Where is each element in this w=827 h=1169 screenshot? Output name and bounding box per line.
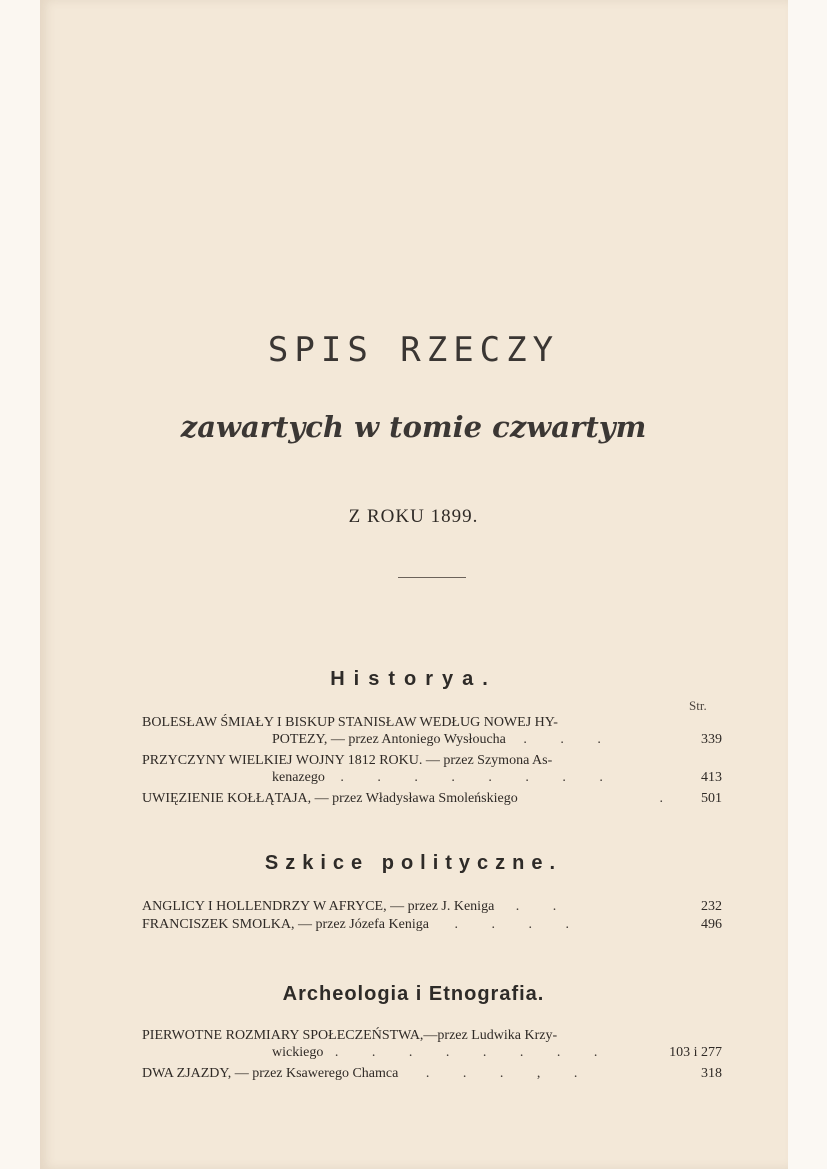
entry-title: DWA ZJAZDY, — przez Ksawerego Chamca <box>142 1066 399 1081</box>
entry-title: PIERWOTNE ROZMIARY SPOŁECZEŃSTWA,—przez Ludwika Krzy- <box>142 1028 558 1043</box>
page-subtitle: zawartych w tomie czwartym <box>180 410 647 444</box>
entry-title: BOLESŁAW ŚMIAŁY I BISKUP STANISŁAW WEDŁUG NOWEJ HY- <box>142 715 558 730</box>
section-heading-archeologia: Archeologia i Etnografia. <box>282 983 545 1005</box>
leader-dots: . . . . . . . . <box>334 1045 613 1060</box>
entry-page-number: 318 <box>701 1066 722 1081</box>
entry-title-cont: POTEZY, — przez Antoniego Wysłoucha <box>272 732 506 747</box>
section-heading-historya: Historya. <box>330 668 497 690</box>
toc-entry[interactable] <box>142 1027 724 1061</box>
entry-page-number: 496 <box>701 917 722 932</box>
leader-dots: . . . , . <box>425 1066 593 1081</box>
leader-dots: . . . . . . . . <box>340 770 618 785</box>
divider-rule <box>398 577 466 578</box>
toc-entry[interactable] <box>142 898 724 916</box>
entry-page-number: 501 <box>701 791 722 806</box>
leader-dots: . . . <box>523 732 616 747</box>
toc-entry[interactable] <box>142 1065 724 1082</box>
year-line: Z ROKU 1899. <box>348 506 479 527</box>
entry-title: UWIĘZIENIE KOŁŁĄTAJA, — przez Władysława Smoleńskiego <box>142 791 518 806</box>
toc-entry[interactable] <box>142 916 724 934</box>
entry-title-cont: wickiego <box>272 1045 324 1060</box>
page-title: SPIS RZECZY <box>267 330 560 370</box>
entry-title: FRANCISZEK SMOLKA, — przez Józefa Keniga <box>142 917 429 932</box>
leader-dots: . . <box>515 899 572 914</box>
toc-entry[interactable] <box>142 790 724 807</box>
entry-page-number: 103 i 277 <box>669 1045 722 1060</box>
page-column-label: Str. <box>689 698 707 713</box>
toc-entry[interactable] <box>142 752 724 786</box>
entry-title-cont: kenazego <box>272 770 325 785</box>
entry-title: PRZYCZYNY WIELKIEJ WOJNY 1812 ROKU. — przez Szymona As- <box>142 753 553 768</box>
entry-page-number: 413 <box>701 770 722 785</box>
entry-title: ANGLICY I HOLLENDRZY W AFRYCE, — przez J. Keniga <box>142 899 495 914</box>
leader-dots: . . . . <box>454 917 584 932</box>
entry-page-number: 232 <box>701 899 722 914</box>
entry-page-number: 339 <box>701 732 722 747</box>
leader-dots: . <box>659 791 678 806</box>
section-heading-szkice-polityczne: Szkice polityczne. <box>264 852 563 874</box>
toc-entry[interactable] <box>142 714 724 748</box>
